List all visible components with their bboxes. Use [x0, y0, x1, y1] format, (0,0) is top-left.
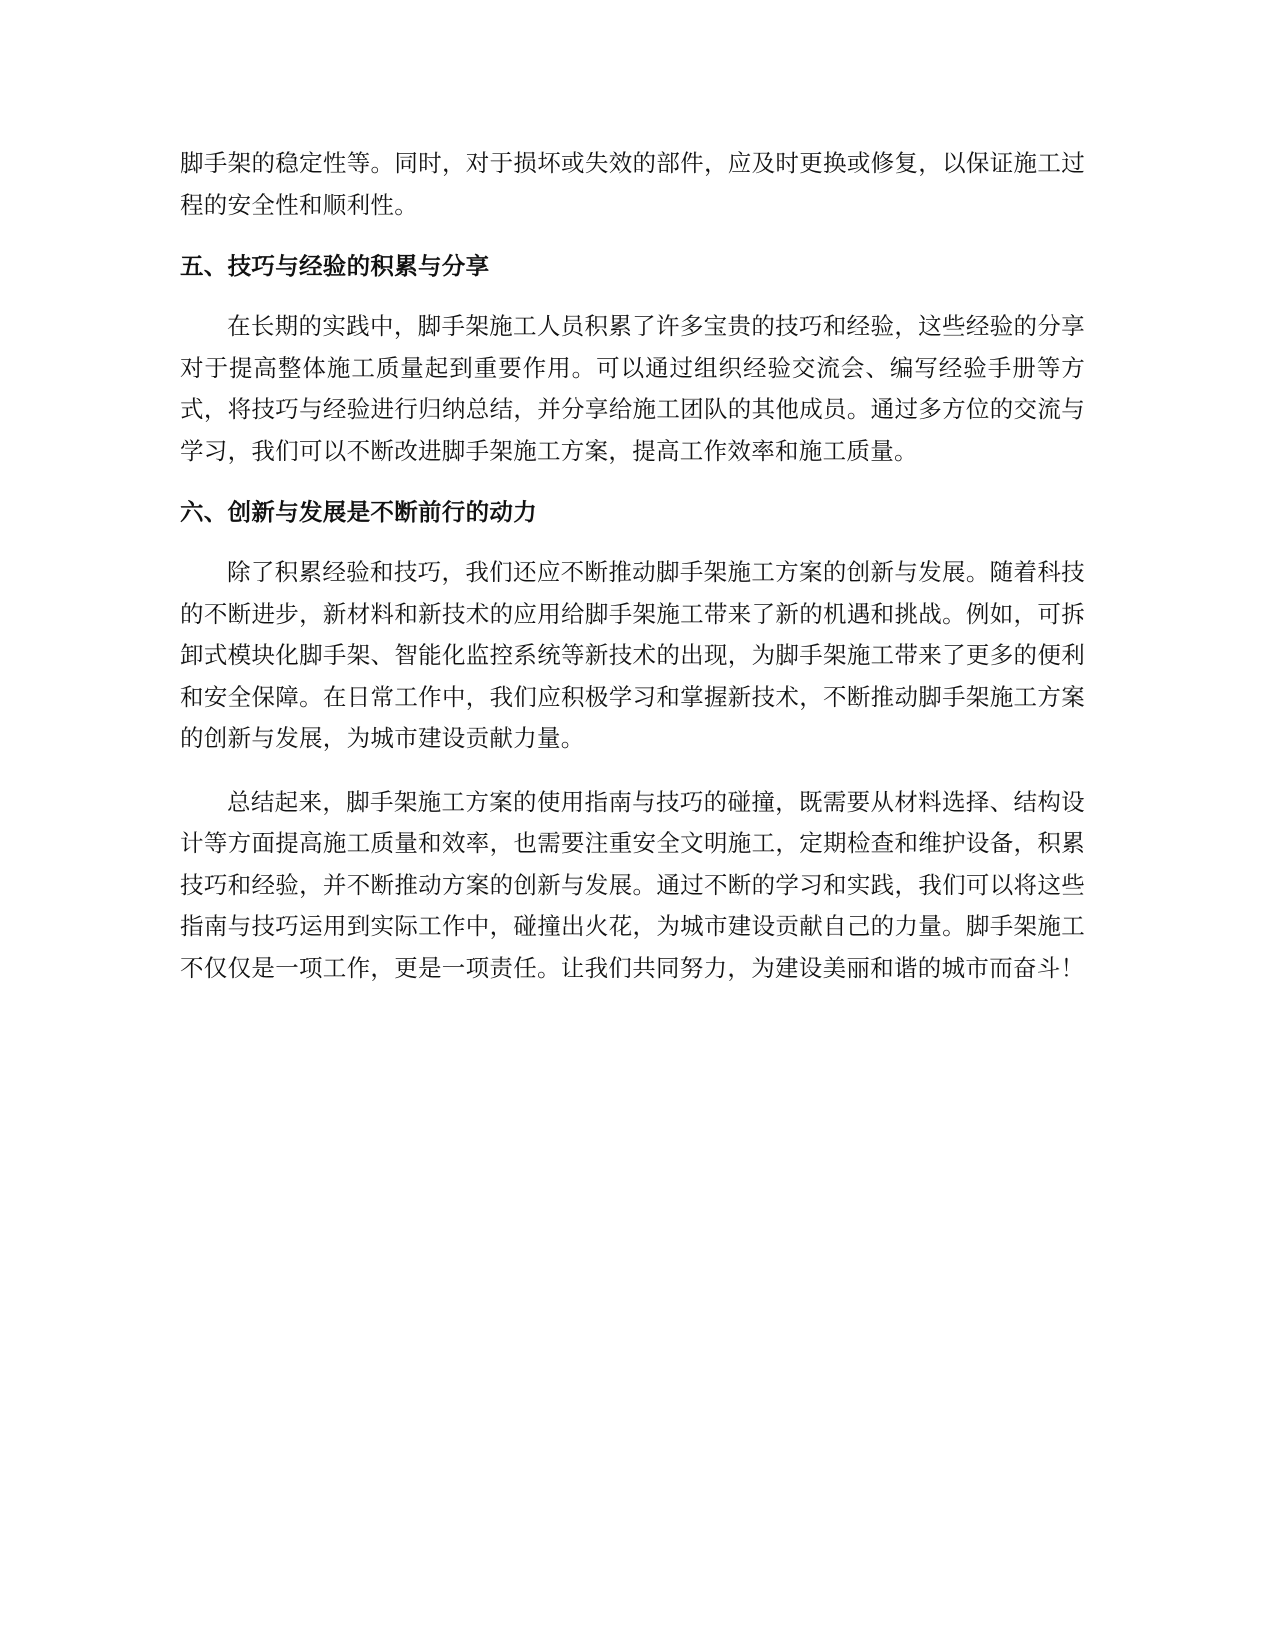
- document-body: [180, 143, 1085, 989]
- continuation-paragraph: 脚手架的稳定性等。同时，对于损坏或失效的部件，应及时更换或修复，以保证施工过程的安全性和顺利性。: [180, 149, 1085, 219]
- section-heading-6: 六、创新与发展是不断前行的动力: [180, 498, 537, 526]
- section-6-paragraph-1: 除了积累经验和技巧，我们还应不断推动脚手架施工方案的创新与发展。随着科技的不断进步，新材料和新技术的应用给脚手架施工带来了新的机遇和挑战。例如，可拆卸式模块化脚手架、智能化监控系统等新技术的出现，为脚手架施工带来了更多的便利和安全保障。在日常工作中，我们应积极学习和掌握新技术，不断推动脚手架施工方案的创新与发展，为城市建设贡献力量。: [180, 558, 1085, 752]
- section-5-paragraph-1: 在长期的实践中，脚手架施工人员积累了许多宝贵的技巧和经验，这些经验的分享对于提高整体施工质量起到重要作用。可以通过组织经验交流会、编写经验手册等方式，将技巧与经验进行归纳总结，并分享给施工团队的其他成员。通过多方位的交流与学习，我们可以不断改进脚手架施工方案，提高工作效率和施工质量。: [180, 312, 1085, 465]
- section-heading-5: 五、技巧与经验的积累与分享: [180, 252, 490, 280]
- conclusion-paragraph: 总结起来，脚手架施工方案的使用指南与技巧的碰撞，既需要从材料选择、结构设计等方面提高施工质量和效率，也需要注重安全文明施工，定期检查和维护设备，积累技巧和经验，并不断推动方案的创新与发展。通过不断的学习和实践，我们可以将这些指南与技巧运用到实际工作中，碰撞出火花，为城市建设贡献自己的力量。脚手架施工不仅仅是一项工作，更是一项责任。让我们共同努力，为建设美丽和谐的城市而奋斗！: [180, 787, 1085, 982]
